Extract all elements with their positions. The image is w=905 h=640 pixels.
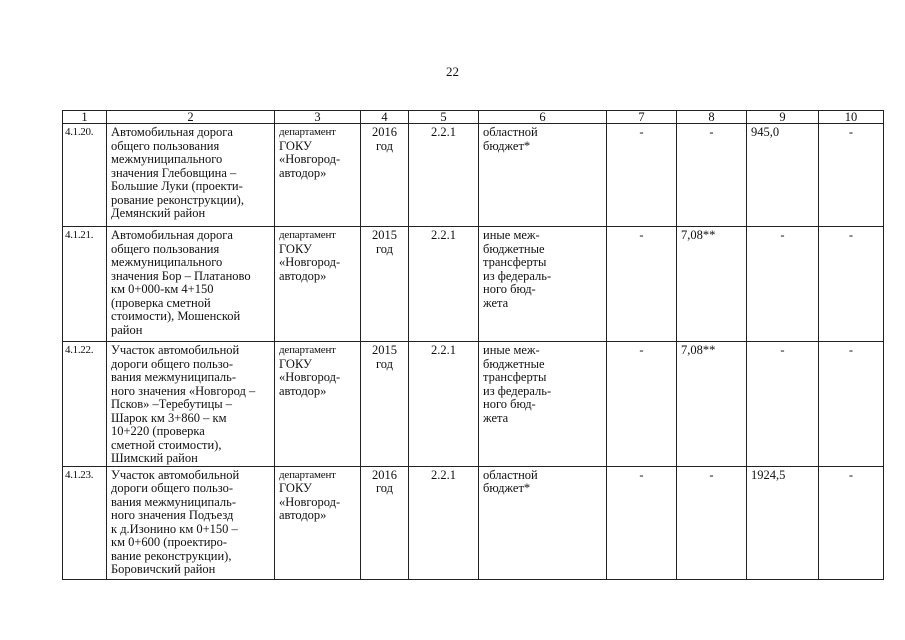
value-col10: - bbox=[819, 466, 884, 579]
row-number: 4.1.21. bbox=[63, 227, 107, 342]
year: 2016 год bbox=[361, 124, 409, 227]
table-row bbox=[63, 227, 884, 342]
header-cell: 10 bbox=[819, 111, 884, 124]
header-cell: 2 bbox=[107, 111, 275, 124]
value-col7: - bbox=[607, 227, 677, 342]
executor-department: департамент bbox=[279, 468, 336, 481]
value-col7: - bbox=[607, 342, 677, 467]
object-name: Участок автомобильной дороги общего пользо- вания межмуниципаль- ного значения «Новгород – Псков» –Теребутицы – Шарок км 3+860 – км 10+220 (проверка сметной стоимости), Шимский район bbox=[107, 342, 275, 467]
executor-agency: ГОКУ «Новгород- автодор» bbox=[279, 356, 341, 398]
row-number: 4.1.20. bbox=[63, 124, 107, 227]
header-cell: 9 bbox=[747, 111, 819, 124]
value-col9: 1924,5 bbox=[747, 466, 819, 579]
value-col9: 945,0 bbox=[747, 124, 819, 227]
value-col10: - bbox=[819, 342, 884, 467]
value-col10: - bbox=[819, 124, 884, 227]
target-code: 2.2.1 bbox=[409, 227, 479, 342]
year: 2016 год bbox=[361, 466, 409, 579]
header-row bbox=[63, 111, 884, 124]
header-cell: 5 bbox=[409, 111, 479, 124]
header-cell: 7 bbox=[607, 111, 677, 124]
target-code: 2.2.1 bbox=[409, 466, 479, 579]
program-table bbox=[62, 110, 884, 580]
value-col8: 7,08** bbox=[677, 342, 747, 467]
executor-department: департамент bbox=[279, 229, 336, 241]
header-cell: 4 bbox=[361, 111, 409, 124]
value-col9: - bbox=[747, 342, 819, 467]
executor bbox=[275, 342, 361, 467]
value-col7: - bbox=[607, 466, 677, 579]
page-number: 22 bbox=[446, 64, 459, 79]
value-col9: - bbox=[747, 227, 819, 342]
header-cell: 1 bbox=[63, 111, 107, 124]
value-col10: - bbox=[819, 227, 884, 342]
object-name: Автомобильная дорога общего пользования межмуниципального значения Бор – Платаново км 0+000-км 4+150 (проверка сметной стоимости), Мошенской район bbox=[107, 227, 275, 342]
executor-agency: ГОКУ «Новгород- автодор» bbox=[279, 241, 341, 283]
year: 2015 год bbox=[361, 342, 409, 467]
target-code: 2.2.1 bbox=[409, 342, 479, 467]
value-col8: - bbox=[677, 124, 747, 227]
table-row bbox=[63, 124, 884, 227]
object-name: Автомобильная дорога общего пользования межмуниципального значения Глебовщина – Большие Луки (проекти- рование реконструкции), Демянский район bbox=[107, 124, 275, 227]
funding-source: иные меж- бюджетные трансферты из федераль- ного бюд- жета bbox=[479, 227, 607, 342]
header-cell: 8 bbox=[677, 111, 747, 124]
row-number: 4.1.22. bbox=[63, 342, 107, 467]
row-number: 4.1.23. bbox=[63, 466, 107, 579]
executor-agency: ГОКУ «Новгород- автодор» bbox=[279, 138, 341, 180]
executor bbox=[275, 466, 361, 579]
executor-department: департамент bbox=[279, 344, 336, 356]
value-col7: - bbox=[607, 124, 677, 227]
funding-source: областной бюджет* bbox=[479, 124, 607, 227]
executor-department: департамент bbox=[279, 126, 336, 138]
year: 2015 год bbox=[361, 227, 409, 342]
target-code: 2.2.1 bbox=[409, 124, 479, 227]
executor bbox=[275, 124, 361, 227]
value-col8: 7,08** bbox=[677, 227, 747, 342]
value-col8: - bbox=[677, 466, 747, 579]
funding-source: областной бюджет* bbox=[479, 466, 607, 579]
funding-source: иные меж- бюджетные трансферты из федераль- ного бюд- жета bbox=[479, 342, 607, 467]
executor-agency: ГОКУ «Новгород- автодор» bbox=[279, 481, 341, 522]
table-row bbox=[63, 466, 884, 579]
header-cell: 6 bbox=[479, 111, 607, 124]
header-cell: 3 bbox=[275, 111, 361, 124]
executor bbox=[275, 227, 361, 342]
object-name: Участок автомобильной дороги общего пользо- вания межмуниципаль- ного значения Подъезд к д.Изонино км 0+150 – км 0+600 (проектиро- вание реконструкции), Боровичский район bbox=[107, 466, 275, 579]
table-row bbox=[63, 342, 884, 467]
